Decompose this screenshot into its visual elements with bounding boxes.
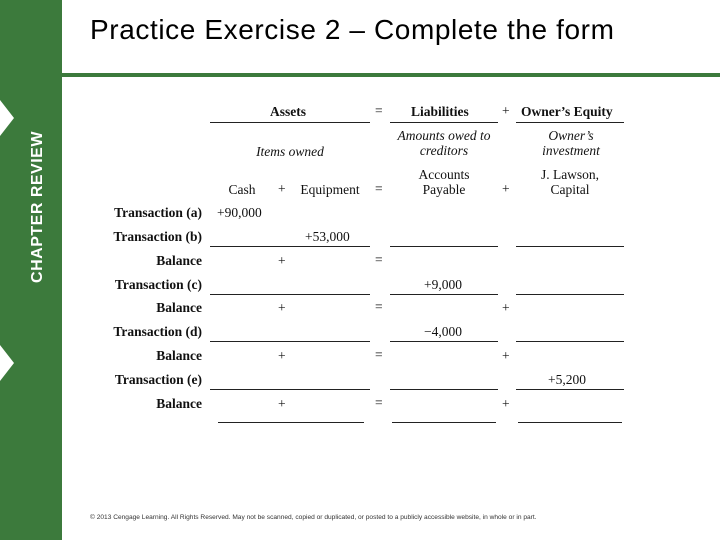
transaction-e-capital: +5,200 bbox=[548, 372, 586, 387]
equation-equals: = bbox=[375, 103, 383, 118]
transaction-a-cash: +90,000 bbox=[217, 205, 262, 220]
balance-3-plus-2: + bbox=[502, 348, 510, 363]
liabilities-rule-c bbox=[390, 294, 498, 295]
liabilities-rule-e bbox=[390, 389, 498, 390]
equity-heading-rule bbox=[516, 122, 624, 123]
row-label-transaction-d: Transaction (d) bbox=[113, 324, 202, 339]
assets-description: Items owned bbox=[256, 144, 324, 159]
chapter-sidebar bbox=[0, 0, 62, 540]
balance-2-equals: = bbox=[375, 299, 383, 314]
row-label-balance-1: Balance bbox=[156, 253, 202, 268]
balance-4-plus: + bbox=[278, 396, 286, 411]
equity-rule-d bbox=[516, 341, 624, 342]
balance-1-equals: = bbox=[375, 252, 383, 267]
assets-rule-b bbox=[210, 246, 370, 247]
liabilities-rule-b bbox=[390, 246, 498, 247]
transaction-b-equipment: +53,000 bbox=[305, 229, 350, 244]
row-label-transaction-a: Transaction (a) bbox=[114, 205, 202, 220]
liabilities-rule-d bbox=[390, 341, 498, 342]
capital-column-header: J. Lawson, Capital bbox=[540, 167, 600, 197]
equity-description: Owner’s investment bbox=[542, 128, 600, 158]
equity-rule-b bbox=[516, 246, 624, 247]
sidebar-label: CHAPTER REVIEW bbox=[29, 131, 46, 283]
equity-total-rule bbox=[518, 422, 622, 423]
owners-equity-heading: Owner’s Equity bbox=[521, 104, 613, 119]
sidebar-notch-bottom bbox=[0, 345, 14, 381]
equation-plus: + bbox=[502, 103, 510, 118]
equity-rule-c bbox=[516, 294, 624, 295]
assets-heading-rule bbox=[210, 122, 370, 123]
assets-rule-d bbox=[210, 341, 370, 342]
assets-total-rule bbox=[218, 422, 364, 423]
liabilities-heading: Liabilities bbox=[411, 104, 469, 119]
columns-plus: + bbox=[502, 181, 510, 196]
liabilities-heading-rule bbox=[390, 122, 498, 123]
assets-rule-e bbox=[210, 389, 370, 390]
row-label-transaction-b: Transaction (b) bbox=[113, 229, 202, 244]
row-label-transaction-e: Transaction (e) bbox=[114, 372, 202, 387]
transaction-d-accounts-payable: −4,000 bbox=[424, 324, 462, 339]
equity-rule-e bbox=[516, 389, 624, 390]
liabilities-total-rule bbox=[392, 422, 496, 423]
balance-3-plus: + bbox=[278, 348, 286, 363]
balance-4-equals: = bbox=[375, 395, 383, 410]
title-underline bbox=[62, 73, 720, 77]
balance-4-plus-2: + bbox=[502, 396, 510, 411]
page-title: Practice Exercise 2 – Complete the form bbox=[90, 14, 615, 45]
balance-2-plus: + bbox=[278, 300, 286, 315]
liabilities-description: Amounts owed to creditors bbox=[397, 128, 491, 158]
copyright-footer: © 2013 Cengage Learning. All Rights Reserved. May not be scanned, copied or duplicated, or posted to a publicly accessible website, in whole or in part. bbox=[90, 514, 537, 521]
row-label-balance-2: Balance bbox=[156, 300, 202, 315]
accounts-payable-column-header: Accounts Payable bbox=[418, 167, 470, 197]
row-label-balance-4: Balance bbox=[156, 396, 202, 411]
cash-column-header: Cash bbox=[228, 182, 256, 197]
sidebar-notch-top bbox=[0, 100, 14, 136]
assets-heading: Assets bbox=[270, 104, 306, 119]
transaction-c-accounts-payable: +9,000 bbox=[424, 277, 462, 292]
columns-equals: = bbox=[375, 181, 383, 196]
balance-2-plus-2: + bbox=[502, 300, 510, 315]
cash-equipment-plus: + bbox=[278, 181, 286, 196]
row-label-transaction-c: Transaction (c) bbox=[114, 277, 202, 292]
assets-rule-c bbox=[210, 294, 370, 295]
equipment-column-header: Equipment bbox=[300, 182, 360, 197]
balance-1-plus: + bbox=[278, 253, 286, 268]
balance-3-equals: = bbox=[375, 347, 383, 362]
row-label-balance-3: Balance bbox=[156, 348, 202, 363]
